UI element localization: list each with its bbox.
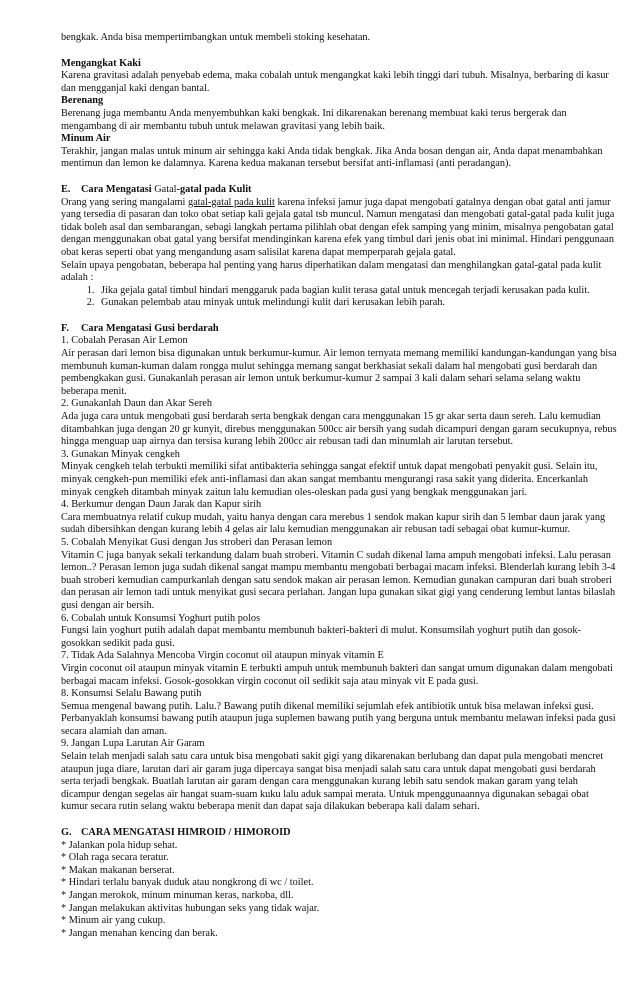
section-e-title-a: Cara Mengatasi <box>81 183 155 195</box>
tip-heading: 5. Cobalah Menyikat Gusi dengan Jus stroberi dan Perasan lemon <box>61 536 333 548</box>
section-f-body <box>61 335 617 814</box>
section-g-letter: G. <box>61 827 72 839</box>
tip-text: Minyak cengkeh telah terbukti memiliki sifat antibakteria sehingga sangat efektif untuk dapat mengobati penyakit gusi. Selain itu, minyak cengkeh-pun memiliki efek anti-inflamasi dan akan sangat membantu mengurangi rasa sakit yang diderita. Encerkanlah minyak cengkeh ditambah minyak zaitun lalu kemudian oles-oleskan pada gusi yang bengkak menggunakan jari. <box>61 461 598 498</box>
subheading-kaki: Mengangkat Kaki <box>61 57 141 69</box>
tip-heading: 6. Cobalah untuk Konsumsi Yoghurt putih polos <box>61 612 261 624</box>
list-item: * Jangan menahan kencing dan berak. <box>61 927 218 939</box>
list-item: 1. Jika gejala gatal timbul hindari menggaruk pada bagian kulit terasa gatal untuk mencegah terjadi kerusakan pada kulit. <box>97 285 617 298</box>
tip-text: Air perasan dari lemon bisa digunakan untuk berkumur-kumur. Air lemon ternyata memang memiliki kandungan-kandungan yang bisa membunuh kuman-kuman dalam rongga mulut sehingga memang sangat berkhasiat sekali dalam hal mengobati gusi berdarah dan pembengkakan gusi. Gunakanlah perasan air lemon untuk berkumur-kumur 2 sampai 3 kali dalam sehari selama selang waktu beberapa menit. <box>61 348 617 397</box>
tip-heading: 9. Jangan Lupa Larutan Air Garam <box>61 738 205 750</box>
tip-text: Virgin coconut oil ataupun minyak vitamin E terbukti ampuh untuk membunuh bakteri dan sangat umum digunakan dalam mengobati berbagai macam infeksi. Gosok-gosokkan virgin coconut oil sedikit saja atau minyak vit E pada gusi. <box>61 662 613 687</box>
list-item: * Minum air yang cukup. <box>61 915 166 927</box>
tip-heading: 8. Konsumsi Selalu Bawang putih <box>61 688 202 700</box>
list-item: * Jangan merokok, minum minuman keras, narkoba, dll. <box>61 890 294 901</box>
tip-heading: 7. Tidak Ada Salahnya Mencoba Virgin coconut oil ataupun minyak vitamin E <box>61 650 384 662</box>
section-e-letter: E. <box>61 183 71 195</box>
tip-text: Fungsi lain yoghurt putih adalah dapat membantu membunuh bakteri-bakteri di mulut. Konsumsilah yoghurt putih dan gosok-gosokkan sedikit pada gusi. <box>61 625 581 649</box>
list-item: * Jangan melakukan aktivitas hubungan seks yang tidak wajar. <box>61 902 320 914</box>
section-e-p1-end: karena infeksi jamur juga dapat mengobati gatalnya dengan obat gatal anti jamur yang tersedia di pasaran dan toko obat setiap kali gejala gatal tsb muncul. Namun mengatasi dan mengobati gatal-gatal pada kulit juga tidak boleh asal dan sembarangan, sebagi langkah pertama pilihlah obat dengan efek samping yang minim, misalnya pengobatan gatal dengan menggunakan obat gatal yang bersifat mendinginkan karena efek yang timbul dari jenis obat ini minimal. Hindari penggunaan obat keras seperti obat yang mengandung asam salisilat karena dapat memperparah gejala gatal. <box>61 196 615 258</box>
section-f-letter: F. <box>61 322 69 334</box>
tip-heading: 2. Gunakanlah Daun dan Akar Sereh <box>61 398 212 410</box>
list-item: * Hindari terlalu banyak duduk atau nongkrong di wc / toilet. <box>61 877 314 889</box>
section-e-list <box>61 285 617 310</box>
section-e-title-b: Gatal <box>154 183 177 195</box>
intro-text: bengkak. Anda bisa mempertimbangkan untuk membeli stoking kesehatan. <box>61 32 371 43</box>
section-g-list <box>61 840 617 941</box>
section-e-title-c: -gatal pada Kulit <box>176 183 252 195</box>
document-page <box>61 32 617 940</box>
tip-heading: 4. Berkumur dengan Daun Jarak dan Kapur sirih <box>61 499 262 511</box>
paragraph-minum: Terakhir, jangan malas untuk minum air sehingga kaki Anda tidak bengkak. Jika Anda bosan dengan air, Anda dapat menambahkan mentimun dan lemon ke dalamnya. Karena kedua makanan tersebut bersifat anti-inflamasi (anti peradangan). <box>61 145 603 170</box>
section-g-title: CARA MENGATASI HIMROID / HIMOROID <box>81 827 291 839</box>
tip-text: Ada juga cara untuk mengobati gusi berdarah serta bengkak dengan cara menggunakan 15 gr akar serta daun sereh. Lalu kemudian ditambahkan juga dengan 20 gr kunyit, direbus menggunakan 500cc air bersih yang sudah dicampuri dengan garam secukupnya, rebus hingga menguap uap airnya dan tersisa kurang lebih 200cc air rebusan tadi dan minumlah air larutan tersebut. <box>61 411 617 448</box>
list-item: * Olah raga secara teratur. <box>61 852 169 864</box>
section-e-heading <box>61 184 617 197</box>
section-f-heading <box>61 323 617 336</box>
paragraph-kaki: Karena gravitasi adalah penyebab edema, maka cobalah untuk mengangkat kaki lebih tinggi dari tubuh. Misalnya, berbaring di kasur dan mengganjal kaki dengan bantal. <box>61 70 609 94</box>
tip-text: Selain telah menjadi salah satu cara untuk bisa mengobati sakit gigi yang dikarenakan berlubang dan dapat pula mengobati mencret ataupun juga diare, larutan dari air garam juga dipercaya sangat bisa menjadi salah satu cara untuk dapat mengobati gusi berdarah serta terjadi bengkak. Buatlah larutan air garam dengan cara menggunakan kurang lebih satu sendok makan garam yang telah dicampur dengan segelas air hangat suam-suam kuku lalu aduk sampai merata. Untuk mpenggunaannya digunakan sebagai obat kumur secara rutin selang waktu beberapa menit dan dapat saja dilakukan beberapa kali dalam sehari. <box>61 751 604 813</box>
paragraph-berenang: Berenang juga membantu Anda menyembuhkan kaki bengkak. Ini dikarenakan berenang membuat kaki terus bergerak dan mengambang di air membantu tubuh untuk melawan gravitasi yang lebih baik. <box>61 107 567 132</box>
tip-text: Semua mengenal bawang putih. Lalu.? Bawang putih dikenal memiliki sejumlah efek antibiotik untuk bisa melawan infeksi gusi. Perbanyaklah konsumsi bawang putih ataupun juga suplemen bawang putih yang berguna untuk membantu melawan infeksi pada gusi secara alamiah dan aman. <box>61 700 616 737</box>
section-e-paragraph-1 <box>61 197 617 260</box>
tip-heading: 1. Cobalah Perasan Air Lemon <box>61 335 188 347</box>
subheading-minum: Minum Air <box>61 133 111 145</box>
gatal-link[interactable]: gatal-gatal pada kulit <box>187 196 275 208</box>
section-e-p1-start: Orang yang sering mangalami <box>61 196 188 208</box>
list-item: 2. Gunakan pelembab atau minyak untuk melindungi kulit dari kerusakan lebih parah. <box>97 297 617 310</box>
section-f-title: Cara Mengatasi Gusi berdarah <box>81 322 219 334</box>
section-e-paragraph-2: Selain upaya pengobatan, beberapa hal penting yang harus diperhatikan dalam mengatasi dan menghilangkan gatal-gatal pada kulit adalah : <box>61 259 602 284</box>
tip-heading: 3. Gunakan Minyak cengkeh <box>61 448 180 460</box>
section-g-heading <box>61 827 617 840</box>
list-item: * Jalankan pola hidup sehat. <box>61 839 178 851</box>
list-item: * Makan makanan berserat. <box>61 864 175 876</box>
subheading-berenang: Berenang <box>61 95 104 107</box>
tip-text: Vitamin C juga banyak sekali terkandung dalam buah stroberi. Vitamin C sudah dikenal lama ampuh mengobati infeksi. Lalu perasan lemon..? Perasan lemon juga sudah dikenal sangat mampu membantu mengobati berbagai macam infeksi. Blenderlah kurang lebih 3-4 buah stroberi kemudian campurkanlah dengan satu sendok makan air perasan lemon. Kemudian gunakan campuran dari buah stroberi dan perasan air lemon tadi untuk menyikat gusi secara perlahan. Jangan lupa gunakan sikat gigi yang cenderung lembut lantas bilaslah gusi dengan air bersih. <box>61 549 616 611</box>
tip-text: Cara membuatnya relatif cukup mudah, yaitu hanya dengan cara merebus 1 sendok makan kapur sirih dan 5 lembar daun jarak yang sudah dibersihkan dengan kurang lebih 4 gelas air lalu kemudian menggunakan air rebusan tadi sebagai obat kumur-kumur. <box>61 511 606 536</box>
